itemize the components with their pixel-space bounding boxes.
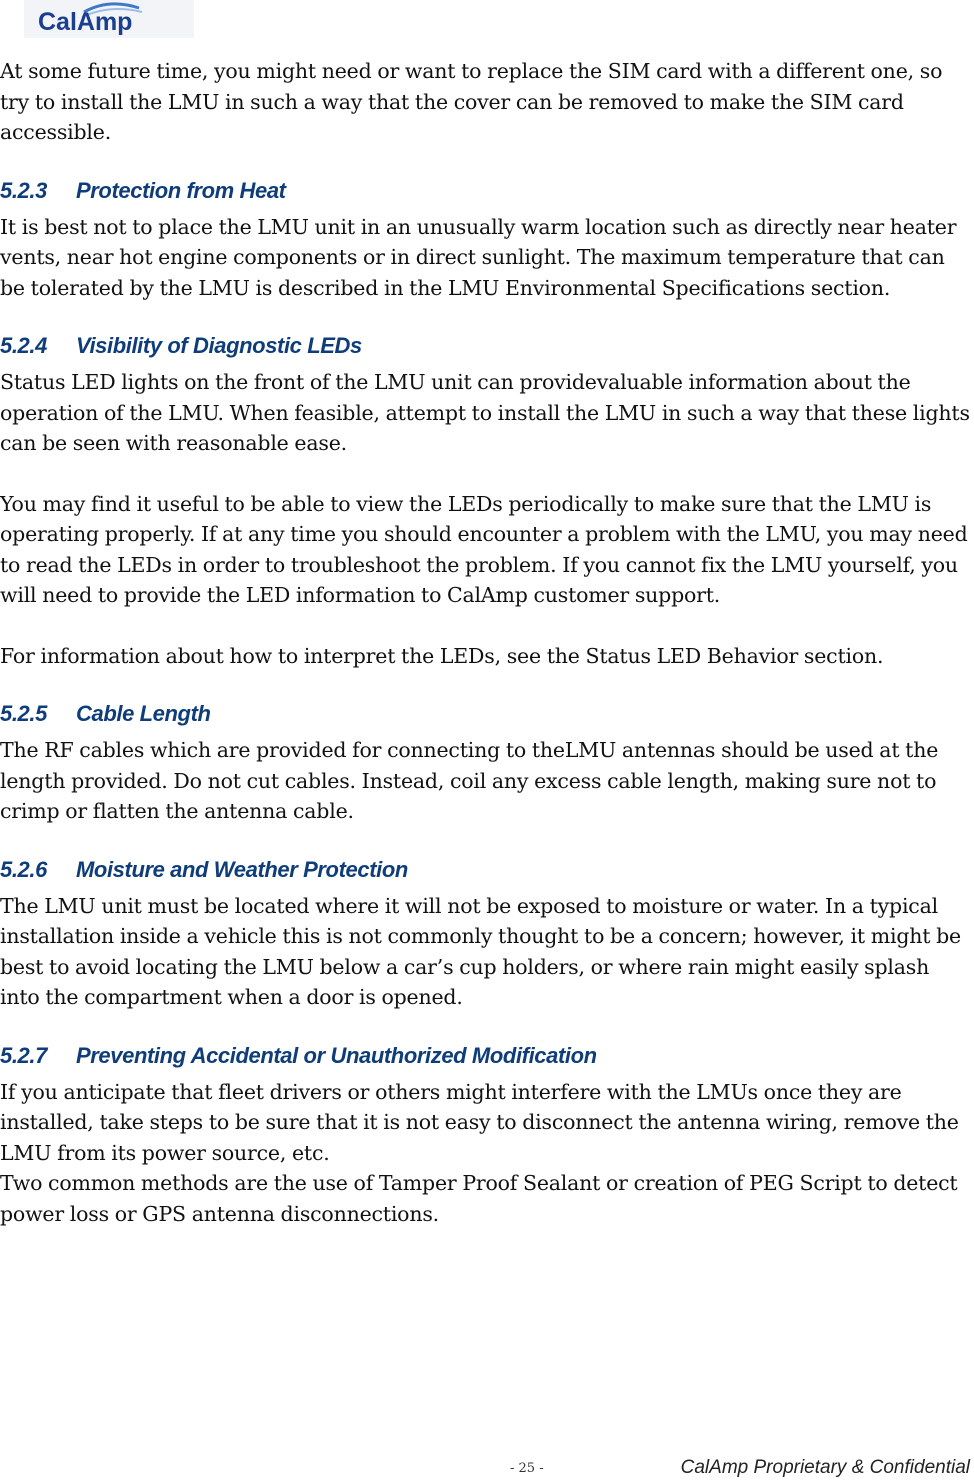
section-title: Visibility of Diagnostic LEDs (76, 333, 362, 358)
section-heading-5-2-6 (0, 857, 974, 883)
page-content (0, 56, 974, 1259)
section-heading-5-2-4 (0, 333, 974, 359)
moisture-paragraph: The LMU unit must be located where it will not be exposed to moisture or water. In a typical installation inside a vehicle this is not commonly thought to be a concern; however, it might be best to avoid locating the LMU below a car’s cup holders, or where rain might easily splash into the compartment when a door is opened. (0, 893, 961, 1009)
logo-text: CalAmp (38, 8, 133, 36)
section-heading-5-2-3 (0, 178, 974, 204)
leds-paragraph-1: Status LED lights on the front of the LMU unit can providevaluable information about the operation of the LMU. When feasible, attempt to install the LMU in such a way that these lights can be seen with reasonable ease. (0, 370, 970, 455)
page-footer (0, 1457, 974, 1481)
leds-paragraph-3: For information about how to interpret the LEDs, see the Status LED Behavior section. (0, 643, 884, 668)
section-number: 5.2.6 (0, 856, 47, 882)
section-number: 5.2.3 (0, 177, 47, 203)
section-title: Cable Length (76, 701, 211, 726)
section-heading-5-2-7 (0, 1043, 974, 1069)
intro-paragraph: At some future time, you might need or want to replace the SIM card with a different one, so try to install the LMU in such a way that the cover can be removed to make the SIM card accessible. (0, 59, 943, 144)
section-title: Preventing Accidental or Unauthorized Modification (76, 1042, 597, 1068)
calamp-logo (24, 0, 194, 38)
modification-paragraph-2: Two common methods are the use of Tamper Proof Sealant or creation of PEG Script to detect power loss or GPS antenna disconnections. (0, 1171, 958, 1226)
section-title: Protection from Heat (76, 177, 286, 203)
cable-paragraph: The RF cables which are provided for connecting to theLMU antennas should be used at the length provided. Do not cut cables. Instead, coil any excess cable length, making sure not to crimp or flatten the antenna cable. (0, 738, 939, 823)
page-number: - 25 - (510, 1461, 544, 1476)
leds-paragraph-2: You may find it useful to be able to view the LEDs periodically to make sure that the LMU is operating properly. If at any time you should encounter a problem with the LMU, you may need to read the LEDs in order to troubleshoot the problem. If you cannot fix the LMU yourself, you will need to provide the LED information to CalAmp customer support. (0, 491, 968, 607)
section-number: 5.2.5 (0, 701, 47, 726)
calamp-logo-graphic (24, 0, 194, 38)
heat-paragraph: It is best not to place the LMU unit in an unusually warm location such as directly near heater vents, near hot engine components or in direct sunlight. The maximum temperature that can be tolerated by the LMU is described in the LMU Environmental Specifications section. (0, 214, 957, 300)
section-number: 5.2.4 (0, 333, 47, 358)
section-title: Moisture and Weather Protection (76, 856, 408, 882)
modification-paragraph-1: If you anticipate that fleet drivers or others might interfere with the LMUs once they are installed, take steps to be sure that it is not easy to disconnect the antenna wiring, remove the LMU from its power source, etc. (0, 1079, 959, 1165)
section-heading-5-2-5 (0, 701, 974, 727)
section-number: 5.2.7 (0, 1042, 47, 1068)
confidential-notice: CalAmp Proprietary & Confidential (680, 1457, 970, 1478)
